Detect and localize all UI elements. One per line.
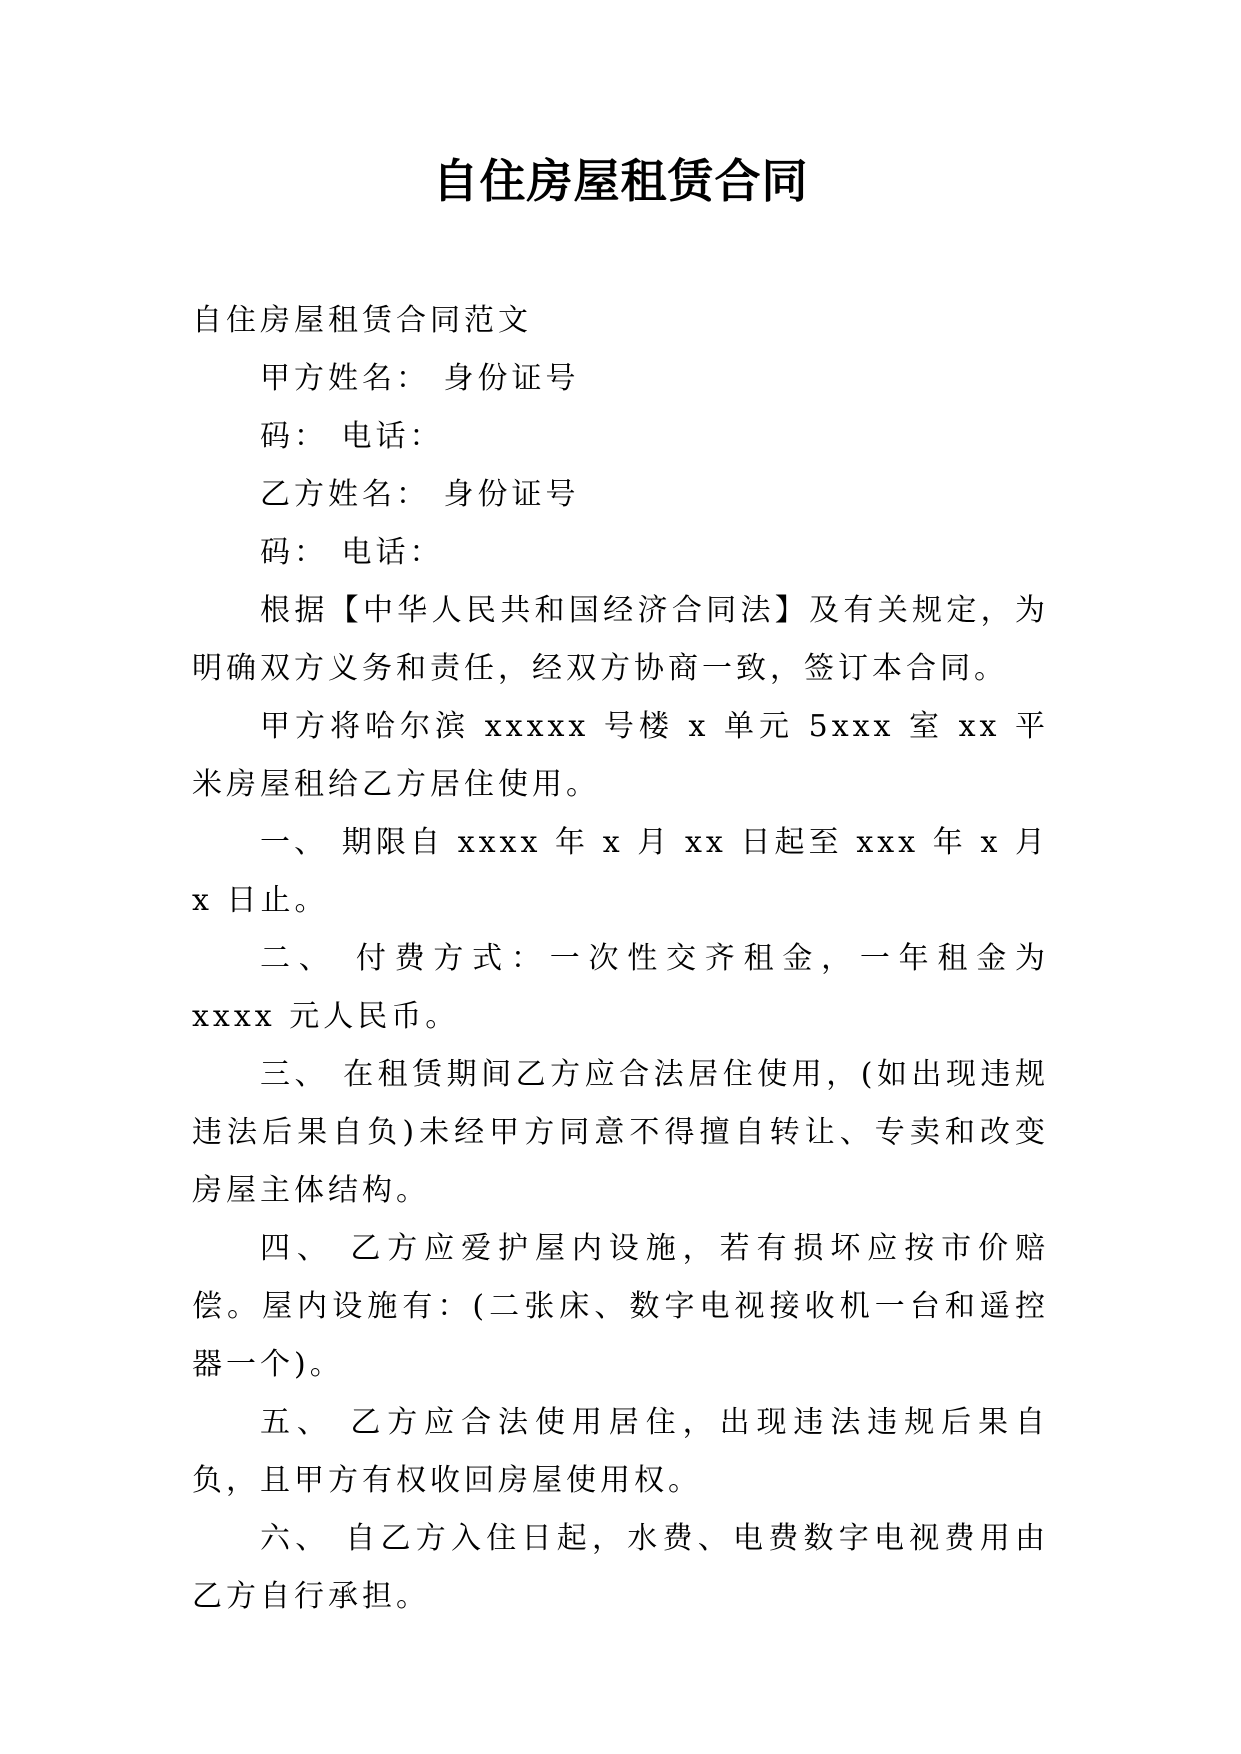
paragraph-legal-basis: 根据【中华人民共和国经济合同法】及有关规定，为明确双方义务和责任，经双方协商一致，签订本合同。	[192, 593, 1049, 686]
paragraph-party-b-name: 乙方姓名： 身份证号	[260, 477, 580, 512]
document-title: 自住房屋租赁合同	[432, 154, 809, 208]
clause-1-term: 一、 期限自 xxxx 年 x 月 xx 日起至 xxx 年 x 月 x 日止。	[192, 825, 1049, 918]
paragraph-party-a-name: 甲方姓名： 身份证号	[260, 361, 580, 396]
document-body	[192, 292, 1049, 1626]
clause-6-utilities: 六、 自乙方入住日起，水费、电费数字电视费用由乙方自行承担。	[192, 1521, 1049, 1614]
clause-2-payment: 二、 付费方式：一次性交齐租金，一年租金为 xxxx 元人民币。	[192, 941, 1049, 1034]
paragraph-party-a-phone: 码： 电话：	[260, 419, 444, 454]
paragraph-property: 甲方将哈尔滨 xxxxx 号楼 x 单元 5xxx 室 xx 平米房屋租给乙方居住使用。	[192, 709, 1049, 802]
paragraph-subtitle: 自住房屋租赁合同范文	[192, 303, 532, 338]
paragraph-party-b-phone: 码： 电话：	[260, 535, 444, 570]
clause-5-lawful-use: 五、 乙方应合法使用居住，出现违法违规后果自负，且甲方有权收回房屋使用权。	[192, 1405, 1049, 1498]
clause-4-facilities: 四、 乙方应爱护屋内设施，若有损坏应按市价赔偿。屋内设施有：(二张床、数字电视接收机一台和遥控器一个)。	[192, 1231, 1049, 1382]
clause-3-usage: 三、 在租赁期间乙方应合法居住使用，(如出现违规违法后果自负)未经甲方同意不得擅自转让、专卖和改变房屋主体结构。	[192, 1057, 1049, 1208]
